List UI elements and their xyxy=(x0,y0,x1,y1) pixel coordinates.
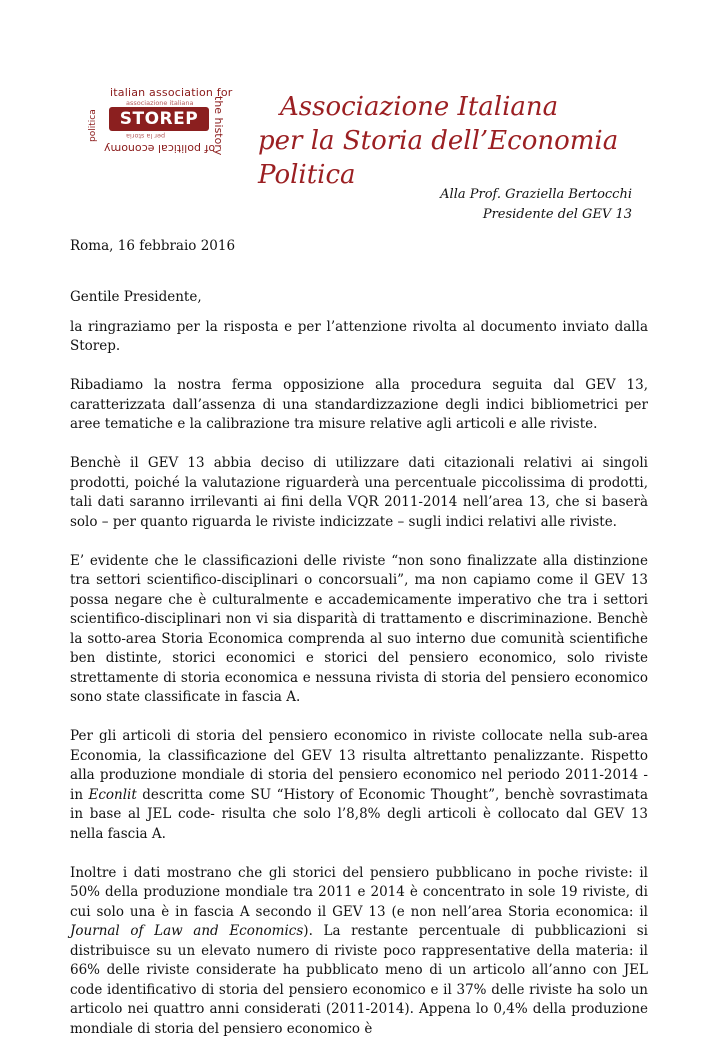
logo-right-vertical: the history xyxy=(212,96,225,156)
paragraph-5 xyxy=(70,727,648,844)
journal-italic: Journal of Law and Economics xyxy=(70,923,304,939)
association-name-line2: per la Storia dell’Economia Politica xyxy=(258,126,619,190)
paragraph-3: Benchè il GEV 13 abbia deciso di utilizzare dati citazionali relativi ai singoli prodotti, poiché la valutazione riguarderà una percentuale piccolissima di prodotti, tali dati saranno irrilevanti ai fini della VQR 2011-2014 nell’area 13, che si baserà solo – per quanto riguarda le riviste indicizzate – sugli indici relativi alle riviste. xyxy=(70,455,648,530)
logo-storep-label: STOREP xyxy=(119,109,199,129)
logo-small-text-2: per la storia xyxy=(126,132,166,140)
logo-storep-box xyxy=(109,107,209,131)
addressee-name: Alla Prof. Graziella Bertocchi xyxy=(440,187,632,202)
place-date: Roma, 16 febbraio 2016 xyxy=(70,238,236,254)
logo-top-text: italian association for xyxy=(110,86,233,99)
paragraph-2: Ribadiamo la nostra ferma opposizione alla procedura seguita dal GEV 13, caratterizzata dall’assenza di una standardizzazione degli indici bibliometrici per aree tematiche e la calibrazione tra misure relative agli articoli e alle riviste. xyxy=(70,377,648,432)
letter-body xyxy=(70,288,648,1059)
paragraph-6 xyxy=(70,864,648,1040)
paragraph-4: E’ evidente che le classificazioni delle riviste “non sono finalizzate alla distinzione tra settori scientifico-disciplinari o concorsuali”, ma non capiamo come il GEV 13 possa negare che è culturalmente e accademicamente imperativo che tra i settori scientifico-disciplinari non vi sia disparità di trattamento e discriminazione. Benchè la sotto-area Storia Economica comprenda al suo interno due comunità scientifiche ben distinte, storici economici e storici del pensiero economico, solo riviste strettamente di storia economica e nessuna rivista di storia del pensiero economico sono state classificate in fascia A. xyxy=(70,552,648,705)
logo-bottom-text: of political economy xyxy=(104,142,216,155)
logo-small-text: associazione italiana xyxy=(126,99,194,107)
econlit-italic: Econlit xyxy=(88,786,137,803)
paragraph-6-part-a: Inoltre i dati mostrano che gli storici del pensiero pubblicano in poche riviste: il 50% della produzione mondiale tra 2011 e 2014 è concentrato in sole 19 riviste, di cui solo una è in fascia A secondo il GEV 13 (e non nell’area Storia economica: il xyxy=(70,864,648,920)
logo-left-vertical: politica xyxy=(88,109,98,142)
paragraph-5-part-a: Per gli articoli di storia del pensiero economico in riviste collocate nella sub-area Economia, la classificazione del GEV 13 risulta altrettanto penalizzante. Rispetto alla produzione mondiale di storia del pensiero economico nel periodo 2011-2014 -in xyxy=(70,728,648,803)
association-name xyxy=(258,90,638,192)
addressee-role: Presidente del GEV 13 xyxy=(482,207,632,222)
paragraph-1: la ringraziamo per la risposta e per l’attenzione rivolta al documento inviato dalla Storep. xyxy=(70,318,648,354)
addressee-block xyxy=(440,185,632,225)
paragraph-5-part-b: descritta come SU “History of Economic Thought”, benchè sovrastimata in base al JEL code- risulta che solo l’8,8% degli articoli è collocato dal GEV 13 nella fascia A. xyxy=(70,786,648,842)
paragraph-6-part-b: ). La restante percentuale di pubblicazioni si distribuisce su un elevato numero di riviste poco rappresentative della materia: il 66% delle riviste considerate ha pubblicato meno di un articolo all’anno con JEL code identificativo di storia del pensiero economico e il 37% delle riviste ha solo un articolo nei quattro anni considerati (2011-2014). Appena lo 0,4% della produzione mondiale di storia del pensiero economico è xyxy=(70,923,649,1037)
association-name-line1: Associazione Italiana xyxy=(280,92,559,122)
salutation: Gentile Presidente, xyxy=(70,289,202,305)
storep-logo xyxy=(88,86,233,162)
